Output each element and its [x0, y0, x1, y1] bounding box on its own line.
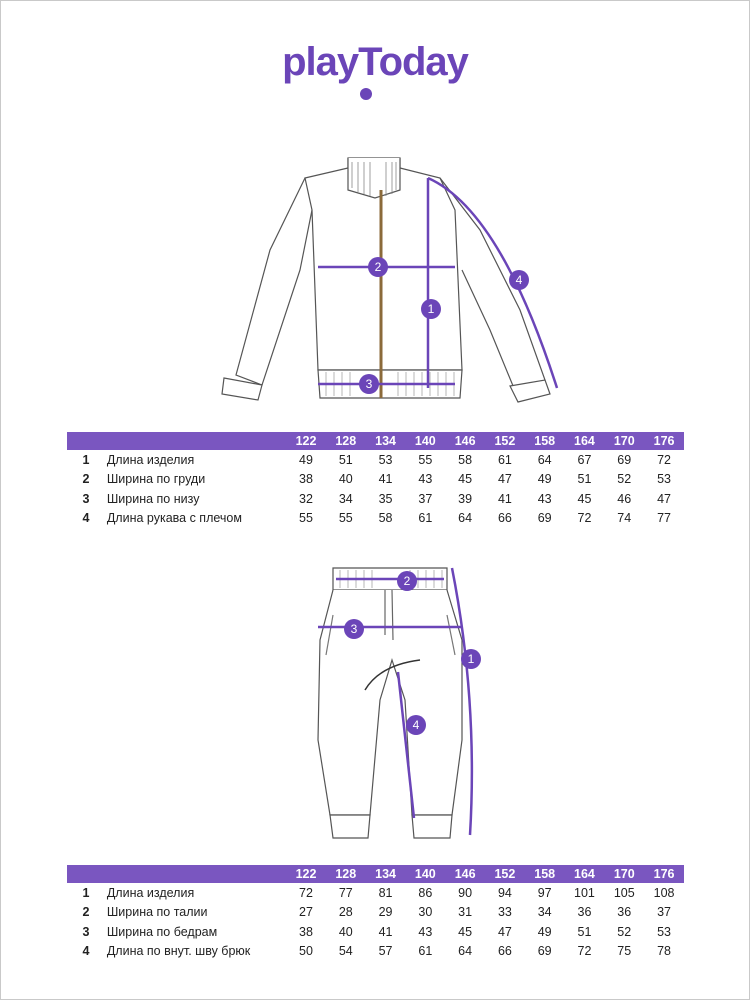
- measurement-value: 47: [497, 472, 512, 487]
- measurement-value: 34: [537, 905, 552, 920]
- measurement-value: 30: [418, 905, 433, 920]
- measurement-value: 47: [657, 491, 672, 506]
- measurement-value: 41: [497, 491, 512, 506]
- measurement-value: 46: [617, 491, 632, 506]
- size-header: 146: [454, 434, 476, 448]
- measurement-value: 49: [537, 924, 552, 939]
- measurement-value: 77: [338, 885, 353, 900]
- pants-size-table: [67, 865, 684, 961]
- measurement-value: 38: [299, 924, 313, 939]
- measurement-value: 38: [299, 472, 313, 487]
- measurement-value: 51: [577, 472, 592, 487]
- measurement-value: 72: [577, 511, 592, 526]
- table-row: [67, 509, 684, 529]
- measurement-value: 72: [299, 885, 313, 900]
- brand-logo-dot: [360, 88, 372, 100]
- measurement-label: Ширина по талии: [106, 905, 208, 920]
- measurement-value: 86: [418, 885, 433, 900]
- row-number: 1: [82, 452, 90, 467]
- table-row: [67, 450, 684, 470]
- measurement-value: 49: [537, 472, 552, 487]
- measurement-value: 50: [299, 944, 313, 959]
- measurement-value: 61: [418, 944, 433, 959]
- measurement-value: 61: [497, 452, 512, 467]
- measurement-value: 72: [577, 944, 592, 959]
- measurement-label: Ширина по низу: [106, 491, 200, 506]
- measurement-value: 69: [537, 944, 552, 959]
- measurement-label: Длина изделия: [106, 452, 195, 467]
- measurement-value: 40: [338, 924, 353, 939]
- measurement-value: 28: [338, 905, 353, 920]
- row-number: 3: [82, 491, 90, 506]
- table-row: [67, 883, 684, 903]
- measurement-value: 77: [657, 511, 672, 526]
- measurement-value: 58: [458, 452, 473, 467]
- size-header: 134: [375, 867, 396, 881]
- measurement-value: 52: [617, 924, 632, 939]
- measurement-value: 55: [338, 511, 353, 526]
- row-number: 2: [82, 905, 90, 920]
- measurement-value: 53: [657, 472, 672, 487]
- measurement-value: 43: [418, 924, 433, 939]
- table-row: [67, 942, 684, 962]
- size-header: 122: [295, 867, 317, 881]
- size-header: 170: [613, 434, 635, 448]
- row-number: 2: [82, 472, 90, 487]
- size-header: 146: [454, 867, 476, 881]
- pants-drawing: [0, 560, 750, 850]
- jacket-drawing: [0, 150, 750, 410]
- measurement-value: 35: [378, 491, 393, 506]
- row-number: 1: [82, 885, 90, 900]
- measurement-value: 69: [617, 452, 632, 467]
- measurement-value: 49: [299, 452, 313, 467]
- measurement-value: 54: [338, 944, 353, 959]
- size-header: 164: [574, 434, 595, 448]
- pants-marker-3: 3: [350, 622, 358, 636]
- table-header-row: [67, 432, 684, 450]
- row-number: 3: [82, 924, 90, 939]
- pants-marker-2: 2: [403, 574, 411, 588]
- measurement-value: 45: [458, 924, 473, 939]
- row-number: 4: [82, 944, 90, 959]
- brand-logo-text: playToday: [282, 40, 468, 84]
- measurement-label: Длина рукава с плечом: [106, 511, 242, 526]
- measurement-value: 41: [378, 924, 393, 939]
- size-header: 158: [534, 867, 556, 881]
- pants-marker-4: 4: [412, 718, 420, 732]
- table-row: [67, 489, 684, 509]
- measurement-value: 31: [458, 905, 473, 920]
- size-header: 176: [653, 434, 675, 448]
- measurement-value: 61: [418, 511, 433, 526]
- measurement-value: 29: [378, 905, 393, 920]
- jacket-marker-4: 4: [515, 273, 523, 287]
- measurement-label: Длина изделия: [106, 885, 195, 900]
- table-row: [67, 470, 684, 490]
- measurement-value: 58: [378, 511, 393, 526]
- size-header: 128: [335, 867, 357, 881]
- measurement-value: 64: [537, 452, 552, 467]
- jacket-size-table: [67, 432, 684, 528]
- size-header: 158: [534, 434, 556, 448]
- measurement-value: 37: [418, 491, 433, 506]
- measurement-value: 57: [378, 944, 393, 959]
- measurement-value: 51: [577, 924, 592, 939]
- measurement-value: 27: [299, 905, 313, 920]
- measurement-value: 67: [577, 452, 592, 467]
- measurement-value: 53: [378, 452, 393, 467]
- size-header: 164: [574, 867, 595, 881]
- measurement-value: 78: [657, 944, 672, 959]
- measurement-value: 39: [458, 491, 473, 506]
- measurement-value: 97: [537, 885, 552, 900]
- measurement-value: 74: [617, 511, 632, 526]
- jacket-marker-1: 1: [427, 302, 435, 316]
- size-header: 176: [653, 867, 675, 881]
- size-header: 140: [414, 434, 436, 448]
- jacket-marker-3: 3: [365, 377, 373, 391]
- measurement-value: 108: [653, 885, 675, 900]
- measurement-value: 43: [537, 491, 552, 506]
- measurement-value: 72: [657, 452, 672, 467]
- measurement-value: 105: [613, 885, 635, 900]
- measurement-value: 64: [458, 944, 473, 959]
- table-row: [67, 903, 684, 923]
- measurement-value: 94: [497, 885, 512, 900]
- measurement-value: 55: [299, 511, 313, 526]
- measurement-value: 101: [574, 885, 595, 900]
- brand-logo: [0, 40, 750, 85]
- size-header: 170: [613, 867, 635, 881]
- measurement-value: 66: [497, 511, 512, 526]
- measurement-value: 55: [418, 452, 433, 467]
- measurement-value: 53: [657, 924, 672, 939]
- measurement-value: 47: [497, 924, 512, 939]
- size-header: 140: [414, 867, 436, 881]
- measurement-value: 75: [617, 944, 632, 959]
- table-row: [67, 922, 684, 942]
- measurement-value: 64: [458, 511, 473, 526]
- row-number: 4: [82, 511, 90, 526]
- measurement-value: 45: [577, 491, 592, 506]
- size-header: 128: [335, 434, 357, 448]
- measurement-value: 36: [617, 905, 632, 920]
- measurement-value: 81: [378, 885, 393, 900]
- measurement-value: 69: [537, 511, 552, 526]
- size-header: 152: [494, 434, 516, 448]
- measurement-value: 52: [617, 472, 632, 487]
- measurement-label: Ширина по бедрам: [106, 924, 218, 939]
- measurement-value: 36: [577, 905, 592, 920]
- size-header: 134: [375, 434, 396, 448]
- size-header: 122: [295, 434, 317, 448]
- measurement-value: 43: [418, 472, 433, 487]
- measurement-value: 51: [338, 452, 353, 467]
- jacket-marker-2: 2: [374, 260, 382, 274]
- measurement-label: Ширина по груди: [106, 472, 206, 487]
- measurement-value: 33: [497, 905, 512, 920]
- measurement-value: 32: [299, 491, 313, 506]
- size-header: 152: [494, 867, 516, 881]
- measurement-value: 40: [338, 472, 353, 487]
- pants-marker-1: 1: [467, 652, 475, 666]
- measurement-value: 37: [657, 905, 672, 920]
- table-header-row: [67, 865, 684, 883]
- measurement-value: 34: [338, 491, 353, 506]
- measurement-value: 90: [458, 885, 473, 900]
- measurement-value: 45: [458, 472, 473, 487]
- measurement-value: 41: [378, 472, 393, 487]
- measurement-label: Длина по внут. шву брюк: [106, 944, 251, 959]
- measurement-value: 66: [497, 944, 512, 959]
